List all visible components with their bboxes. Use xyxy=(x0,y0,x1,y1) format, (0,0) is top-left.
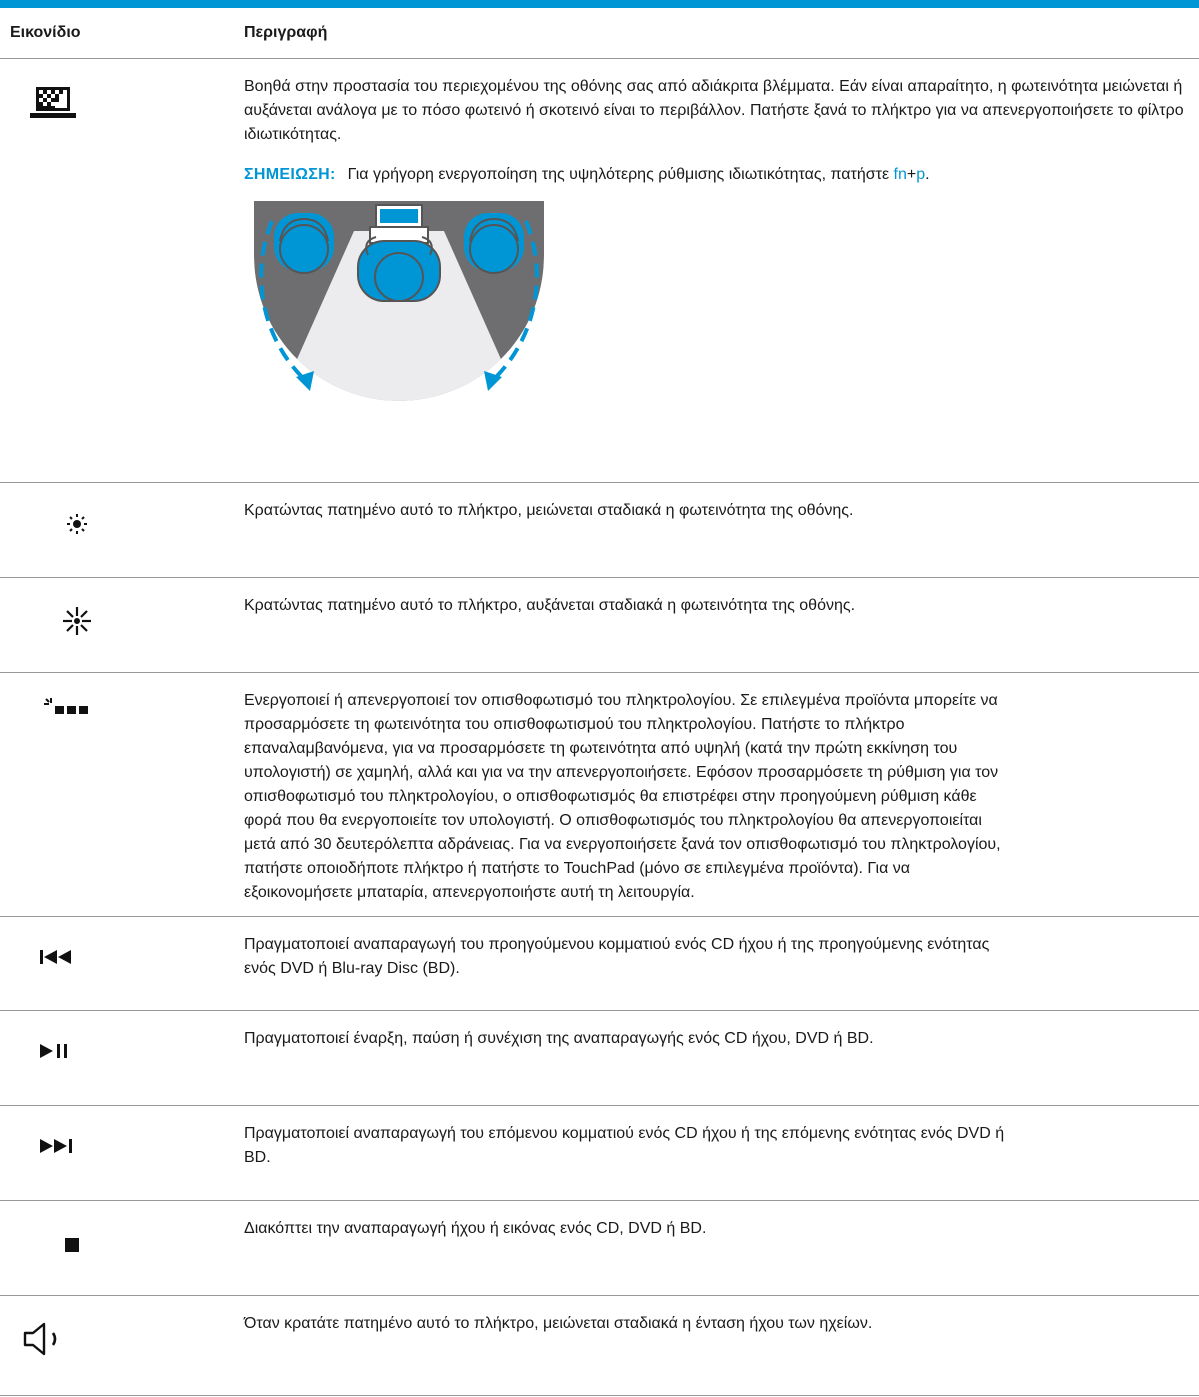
table-row xyxy=(0,917,1199,1011)
note-label: ΣΗΜΕΙΩΣΗ: xyxy=(244,166,336,183)
icon-cell xyxy=(0,59,230,483)
icon-cell xyxy=(0,483,230,578)
table-row xyxy=(0,59,1199,483)
text-line: οπισθοφωτισμό του πληκτρολογίου, ο οπισθοφωτισμός θα επιστρέφει στην προηγούμενη ρύθμιση κάθε xyxy=(244,788,977,805)
description-cell xyxy=(230,483,1199,578)
text-line: BD. xyxy=(244,1149,271,1166)
text-line: φορά που θα ενεργοποιείτε τον υπολογιστή. Ο οπισθοφωτισμός του πληκτρολογίου θα απενεργοποιείται xyxy=(244,812,982,829)
table-row xyxy=(0,673,1199,917)
note-text: Για γρήγορη ενεργοποίηση της υψηλότερης ρύθμισης ιδιωτικότητας, πατήστε xyxy=(347,166,894,183)
description-cell xyxy=(230,917,1199,1011)
table-row xyxy=(0,1296,1199,1396)
keyboard-backlight-icon xyxy=(42,697,92,717)
privacy-viewing-angle-illustration xyxy=(244,201,554,421)
action-keys-table xyxy=(0,8,1199,1396)
description-cell xyxy=(230,1201,1199,1296)
previous-track-icon xyxy=(40,949,74,965)
icon-cell xyxy=(0,1106,230,1201)
privacy-screen-icon xyxy=(30,85,76,119)
backlight-description xyxy=(244,689,1185,905)
description-cell xyxy=(230,1106,1199,1201)
privacy-description: Βοηθά στην προστασία του περιεχομένου της οθόνης σας από αδιάκριτα βλέμματα. Εάν είναι απαραίτητο, η φωτεινότητα μειώνεται ή αυξάνεται ανάλογα με το πόσο φωτεινό ή σκοτεινό είναι το περιβάλλον. Πατήστε ξανά το πλήκτρο για να απενεργοποιήσετε το φίλτρο ιδιωτικότητας. xyxy=(244,78,1184,143)
row-description: Όταν κρατάτε πατημένο αυτό το πλήκτρο, μειώνεται σταδιακά η ένταση ήχου των ηχείων. xyxy=(244,1315,873,1332)
row-description: Διακόπτει την αναπαραγωγή ήχου ή εικόνας ενός CD, DVD ή BD. xyxy=(244,1220,707,1237)
text-line: προσαρμόσετε τη φωτεινότητα του οπισθοφωτισμού του πληκτρολογίου. Πατήστε το πλήκτρο xyxy=(244,716,905,733)
privacy-note xyxy=(244,163,1185,187)
text-line: υπολογιστή) σε χαμηλή, αλλά και για να την απενεργοποιήσετε. Εφόσον προσαρμόσετε τη ρύθμιση για τον xyxy=(244,764,999,781)
key-fn: fn xyxy=(893,166,907,183)
top-accent-bar xyxy=(0,0,1199,8)
icon-cell xyxy=(0,673,230,917)
key-plus: + xyxy=(906,166,917,183)
privacy-illustration xyxy=(244,201,1185,429)
text-line: ενός DVD ή Blu-ray Disc (BD). xyxy=(244,960,460,977)
text-line: Πραγματοποιεί αναπαραγωγή του επόμενου κομματιού ενός CD ήχου ή της επόμενης ενότητας ενός DVD ή xyxy=(244,1125,1005,1142)
description-cell xyxy=(230,59,1199,483)
header-description-column: Περιγραφή xyxy=(230,8,1199,59)
table-row xyxy=(0,483,1199,578)
brightness-down-icon xyxy=(66,513,88,535)
text-line: επαναλαμβανόμενα, για να προσαρμόσετε τη φωτεινότητα από υψηλή (κατά την πρώτη εκκίνηση του xyxy=(244,740,958,757)
table-row xyxy=(0,1106,1199,1201)
text-line: Πραγματοποιεί αναπαραγωγή του προηγούμενου κομματιού ενός CD ήχου ή της προηγούμενης ενότητας xyxy=(244,936,990,953)
note-end: . xyxy=(925,166,930,183)
icon-cell xyxy=(0,1296,230,1396)
icon-cell xyxy=(0,1201,230,1296)
icon-cell xyxy=(0,917,230,1011)
row-description: Κρατώντας πατημένο αυτό το πλήκτρο, μειώνεται σταδιακά η φωτεινότητα της οθόνης. xyxy=(244,502,854,519)
table-row xyxy=(0,1201,1199,1296)
description-cell xyxy=(230,1296,1199,1396)
row-description: Κρατώντας πατημένο αυτό το πλήκτρο, αυξάνεται σταδιακά η φωτεινότητα της οθόνης. xyxy=(244,597,856,614)
description-cell xyxy=(230,578,1199,673)
icon-cell xyxy=(0,578,230,673)
volume-down-icon xyxy=(22,1322,64,1356)
row-description: Πραγματοποιεί έναρξη, παύση ή συνέχιση της αναπαραγωγής ενός CD ήχου, DVD ή BD. xyxy=(244,1030,874,1047)
text-line: πατήστε οποιοδήποτε πλήκτρο ή πατήστε το TouchPad (μόνο σε επιλεγμένα προϊόντα). Για να xyxy=(244,860,911,877)
key-p: p xyxy=(916,166,926,183)
icon-cell xyxy=(0,1011,230,1106)
header-icon-column: Εικονίδιο xyxy=(0,8,230,59)
play-pause-icon xyxy=(40,1043,74,1059)
brightness-up-icon xyxy=(62,606,92,636)
text-line: εξοικονομήσετε μπαταρία, απενεργοποιήστε αυτή τη λειτουργία. xyxy=(244,884,695,901)
description-cell xyxy=(230,1011,1199,1106)
table-header-row xyxy=(0,8,1199,59)
table-row xyxy=(0,578,1199,673)
text-line: Ενεργοποιεί ή απενεργοποιεί τον οπισθοφωτισμό του πληκτρολογίου. Σε επιλεγμένα προϊόντα μπορείτε να xyxy=(244,692,998,709)
description-cell xyxy=(230,673,1199,917)
text-line: μετά από 30 δευτερόλεπτα αδράνειας. Για να ενεργοποιήσετε ξανά τον οπισθοφωτισμό του πληκτρολογίου, xyxy=(244,836,1001,853)
table-row xyxy=(0,1011,1199,1106)
next-track-icon xyxy=(40,1138,74,1154)
stop-icon xyxy=(64,1237,80,1253)
